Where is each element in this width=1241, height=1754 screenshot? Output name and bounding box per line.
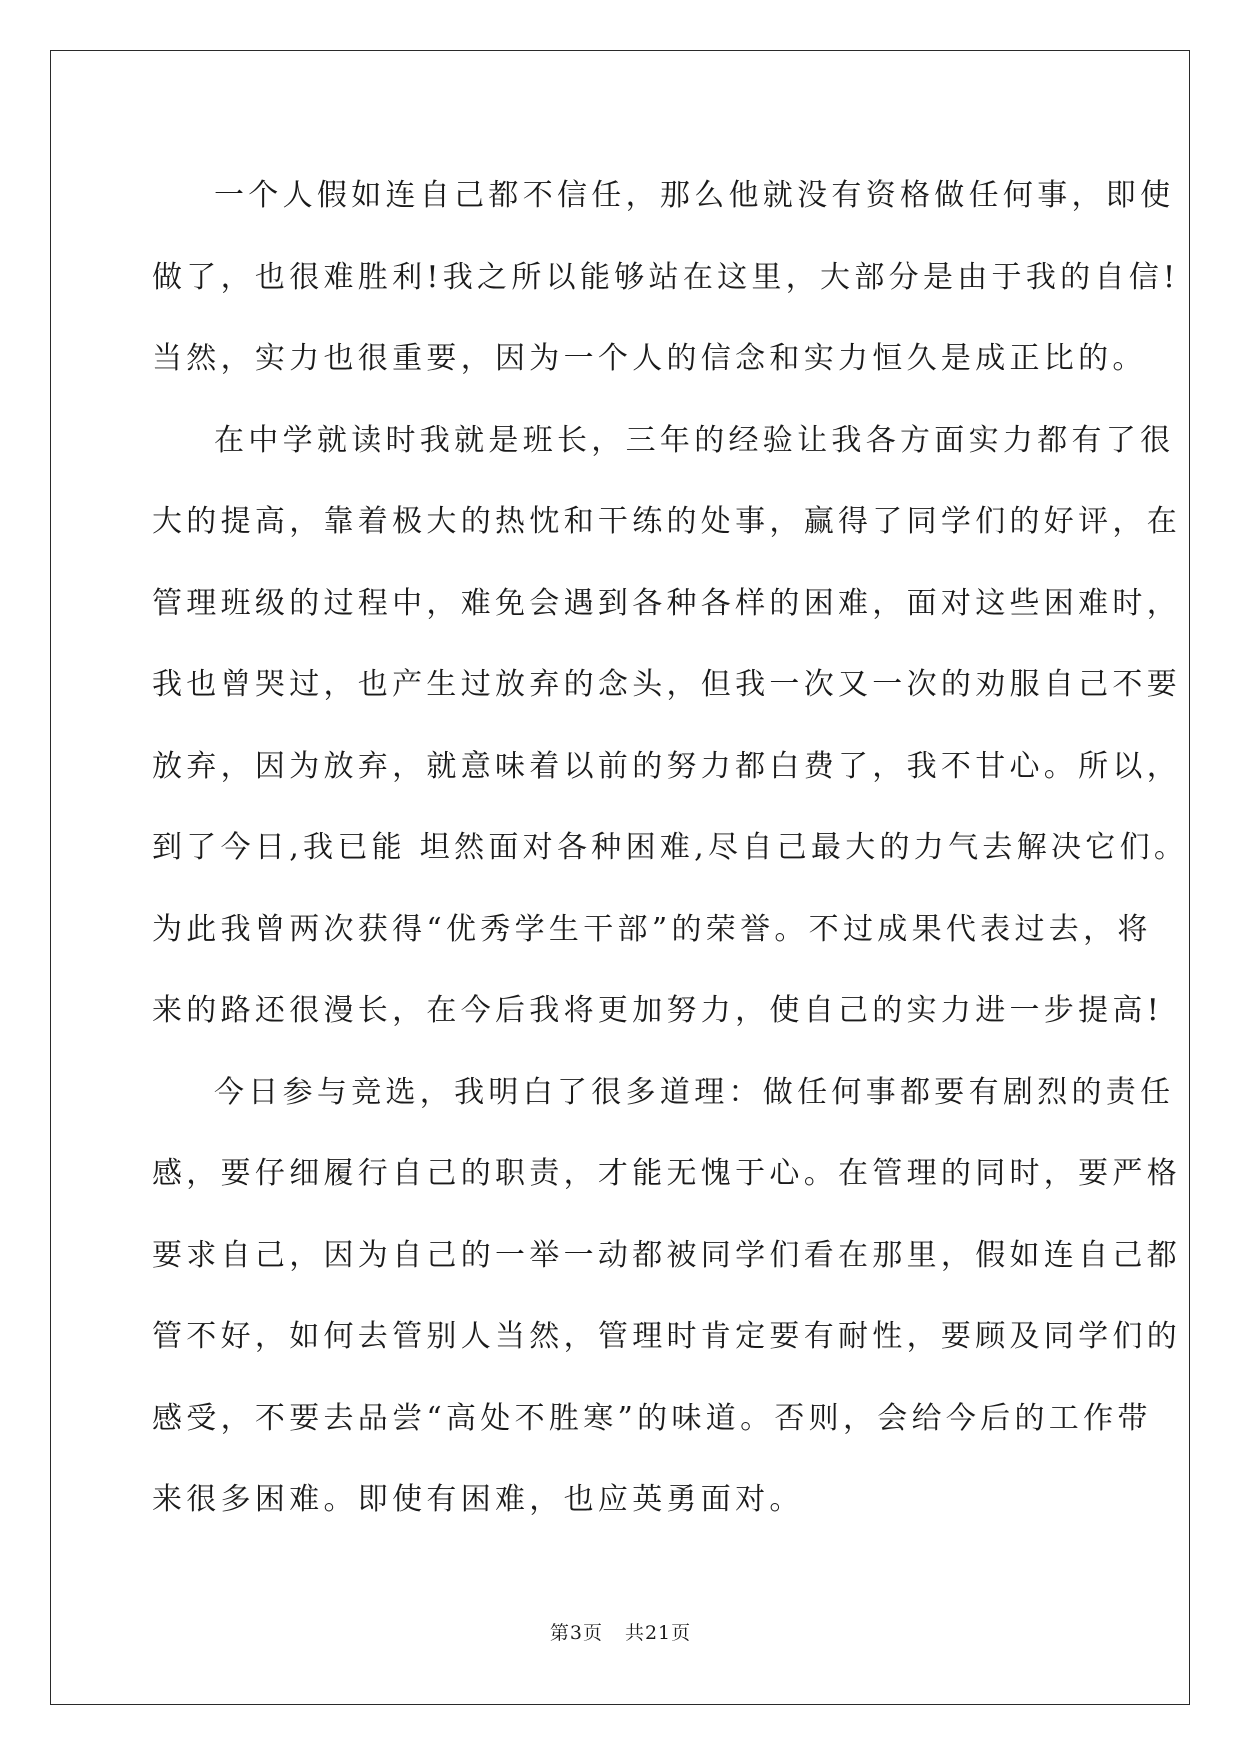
text-line: 做了，也很难胜利!我之所以能够站在这里，大部分是由于我的自信!: [152, 259, 1180, 295]
paragraph-3: [152, 1052, 1181, 1541]
text-line: 我也曾哭过，也产生过放弃的念头，但我一次又一次的劝服自己不要: [152, 667, 1181, 702]
paragraph-2: [152, 400, 1189, 1052]
text-line: 感，要仔细履行自己的职责，才能无愧于心。在管理的同时，要严格: [152, 1156, 1181, 1191]
page-total: 共21页: [624, 1622, 692, 1644]
text-line: 管不好，如何去管别人当然，管理时肯定要有耐性，要顾及同学们的: [152, 1319, 1181, 1354]
page-number: 第3页: [549, 1622, 603, 1644]
text-line: 一个人假如连自己都不信任，那么他就没有资格做任何事，即使: [214, 178, 1175, 213]
text-line: 管理班级的过程中，难免会遇到各种各样的困难，面对这些困难时，: [152, 585, 1181, 621]
text-line: 感受，不要去品尝“高处不胜寒”的味道。否则，会给今后的工作带: [152, 1400, 1152, 1436]
text-line: 当然，实力也很重要，因为一个人的信念和实力恒久是成正比的。: [152, 341, 1147, 376]
paragraph-1: [152, 155, 1180, 400]
text-line: 大的提高，靠着极大的热忱和干练的处事，赢得了同学们的好评，在: [152, 504, 1181, 539]
text-line: 来的路还很漫长，在今后我将更加努力，使自己的实力进一步提高!: [152, 993, 1164, 1028]
text-line: 来很多困难。即使有困难，也应英勇面对。: [152, 1482, 804, 1517]
text-line: 放弃，因为放弃，就意味着以前的努力都白费了，我不甘心。所以，: [152, 748, 1181, 784]
text-line: 要求自己，因为自己的一举一动都被同学们看在那里，假如连自己都: [152, 1237, 1181, 1273]
text-line: 到了今日,我已能 坦然面对各种困难,尽自己最大的力气去解决它们。: [152, 830, 1189, 865]
text-line: 为此我曾两次获得“优秀学生干部”的荣誉。不过成果代表过去，将: [152, 911, 1152, 947]
text-line: 在中学就读时我就是班长，三年的经验让我各方面实力都有了很: [214, 422, 1175, 458]
text-line: 今日参与竞选，我明白了很多道理：做任何事都要有剧烈的责任: [214, 1074, 1175, 1110]
document-body: [152, 155, 1189, 1541]
page-footer: [0, 1618, 1241, 1645]
